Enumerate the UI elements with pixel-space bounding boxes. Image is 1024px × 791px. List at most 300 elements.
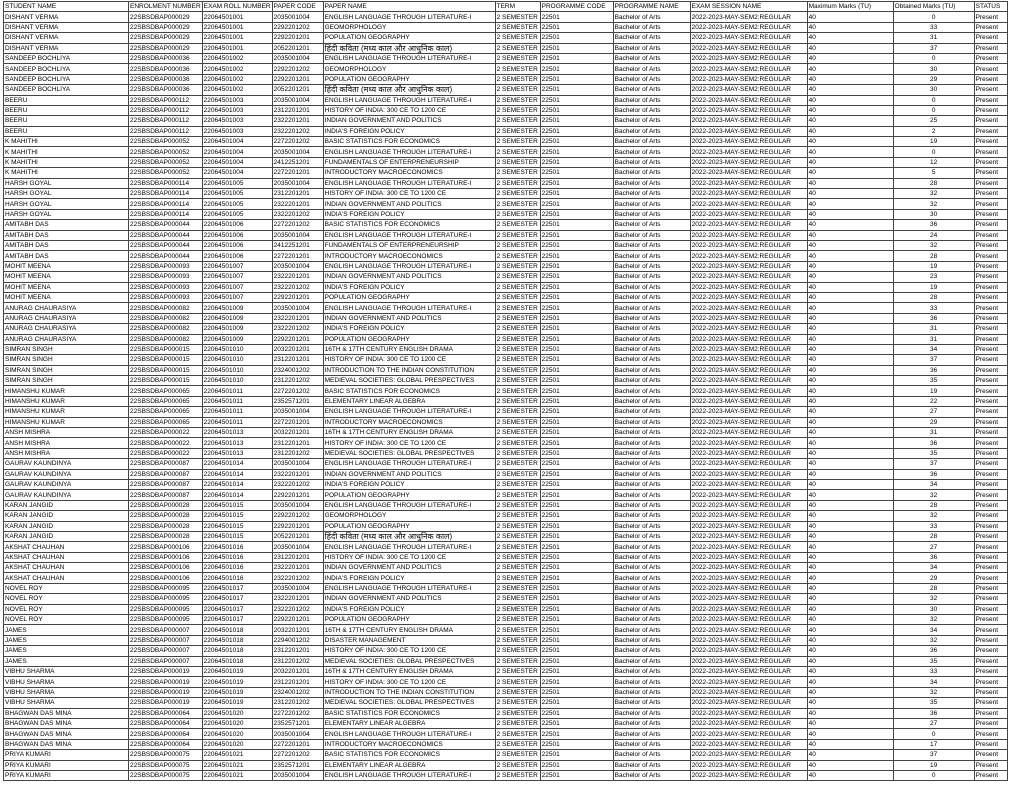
cell-enrolment-number: 22SBSDBAP000106 [129, 542, 203, 552]
cell-programme-name: Bachelor of Arts [613, 74, 690, 84]
cell-obtained-marks: 0 [893, 53, 974, 63]
cell-exam-roll-number: 22064501016 [202, 563, 272, 573]
cell-paper-name: GEOMORPHOLOGY [323, 511, 495, 521]
cell-programme-name: Bachelor of Arts [613, 511, 690, 521]
table-row [4, 22, 1008, 32]
table-row [4, 552, 1008, 562]
cell-exam-session-name: 2022-2023-MAY-SEM2:REGULAR [690, 698, 807, 708]
cell-status: Present [974, 698, 1007, 708]
cell-student-name: BEERU [4, 126, 129, 136]
cell-status: Present [974, 292, 1007, 302]
cell-obtained-marks: 30 [893, 209, 974, 219]
cell-exam-session-name: 2022-2023-MAY-SEM2:REGULAR [690, 209, 807, 219]
cell-programme-name: Bachelor of Arts [613, 448, 690, 458]
cell-enrolment-number: 22SBSDBAP000093 [129, 272, 203, 282]
cell-maximum-marks: 40 [807, 199, 893, 209]
cell-student-name: MOHIT MEENA [4, 282, 129, 292]
cell-enrolment-number: 22SBSDBAP000095 [129, 583, 203, 593]
cell-exam-session-name: 2022-2023-MAY-SEM2:REGULAR [690, 604, 807, 614]
cell-paper-name: ELEMENTARY LINEAR ALGEBRA [323, 718, 495, 728]
cell-maximum-marks: 40 [807, 573, 893, 583]
cell-obtained-marks: 35 [893, 656, 974, 666]
cell-exam-session-name: 2022-2023-MAY-SEM2:REGULAR [690, 625, 807, 635]
cell-student-name: SANDEEP BOCHLIYA [4, 85, 129, 95]
cell-term: 2 SEMESTER [495, 376, 540, 386]
cell-programme-name: Bachelor of Arts [613, 573, 690, 583]
cell-programme-code: 22501 [540, 615, 613, 625]
cell-paper-code: 2312201201 [272, 105, 323, 115]
cell-maximum-marks: 40 [807, 324, 893, 334]
cell-enrolment-number: 22SBSDBAP000075 [129, 770, 203, 780]
cell-term: 2 SEMESTER [495, 365, 540, 375]
cell-enrolment-number: 22SBSDBAP000065 [129, 386, 203, 396]
cell-programme-code: 22501 [540, 209, 613, 219]
cell-maximum-marks: 40 [807, 22, 893, 32]
cell-exam-session-name: 2022-2023-MAY-SEM2:REGULAR [690, 573, 807, 583]
cell-maximum-marks: 40 [807, 583, 893, 593]
cell-term: 2 SEMESTER [495, 760, 540, 770]
cell-term: 2 SEMESTER [495, 687, 540, 697]
cell-obtained-marks: 19 [893, 760, 974, 770]
cell-paper-code: 2322201201 [272, 563, 323, 573]
cell-term: 2 SEMESTER [495, 750, 540, 760]
cell-exam-session-name: 2022-2023-MAY-SEM2:REGULAR [690, 428, 807, 438]
cell-exam-roll-number: 22064501014 [202, 490, 272, 500]
cell-programme-code: 22501 [540, 656, 613, 666]
cell-enrolment-number: 22SBSDBAP000114 [129, 209, 203, 219]
cell-status: Present [974, 469, 1007, 479]
cell-maximum-marks: 40 [807, 282, 893, 292]
cell-paper-name: INTRODUCTORY MACROECONOMICS [323, 739, 495, 749]
cell-programme-name: Bachelor of Arts [613, 64, 690, 74]
cell-term: 2 SEMESTER [495, 428, 540, 438]
cell-enrolment-number: 22SBSDBAP000065 [129, 407, 203, 417]
cell-student-name: HIMANSHU KUMAR [4, 396, 129, 406]
cell-term: 2 SEMESTER [495, 594, 540, 604]
cell-term: 2 SEMESTER [495, 95, 540, 105]
cell-student-name: HARSH GOYAL [4, 178, 129, 188]
cell-status: Present [974, 604, 1007, 614]
cell-exam-roll-number: 22064501015 [202, 511, 272, 521]
cell-exam-roll-number: 22064501011 [202, 417, 272, 427]
cell-paper-code: 2035001004 [272, 407, 323, 417]
cell-programme-name: Bachelor of Arts [613, 521, 690, 531]
cell-exam-roll-number: 22064501020 [202, 708, 272, 718]
cell-enrolment-number: 22SBSDBAP000075 [129, 750, 203, 760]
cell-maximum-marks: 40 [807, 770, 893, 780]
cell-student-name: KARAN JANGID [4, 500, 129, 510]
header-student-name: STUDENT NAME [4, 2, 129, 12]
cell-programme-code: 22501 [540, 344, 613, 354]
cell-term: 2 SEMESTER [495, 137, 540, 147]
cell-term: 2 SEMESTER [495, 324, 540, 334]
cell-paper-code: 2272201202 [272, 708, 323, 718]
cell-obtained-marks: 30 [893, 64, 974, 74]
cell-status: Present [974, 594, 1007, 604]
cell-exam-session-name: 2022-2023-MAY-SEM2:REGULAR [690, 365, 807, 375]
cell-exam-session-name: 2022-2023-MAY-SEM2:REGULAR [690, 646, 807, 656]
cell-maximum-marks: 40 [807, 251, 893, 261]
cell-term: 2 SEMESTER [495, 240, 540, 250]
cell-enrolment-number: 22SBSDBAP000065 [129, 396, 203, 406]
cell-programme-code: 22501 [540, 698, 613, 708]
cell-exam-roll-number: 22064501001 [202, 12, 272, 22]
cell-student-name: MOHIT MEENA [4, 272, 129, 282]
cell-obtained-marks: 33 [893, 521, 974, 531]
cell-term: 2 SEMESTER [495, 355, 540, 365]
cell-programme-code: 22501 [540, 386, 613, 396]
cell-programme-code: 22501 [540, 95, 613, 105]
cell-exam-roll-number: 22064501002 [202, 74, 272, 84]
table-row [4, 604, 1008, 614]
cell-exam-roll-number: 22064501013 [202, 428, 272, 438]
cell-obtained-marks: 0 [893, 770, 974, 780]
cell-term: 2 SEMESTER [495, 199, 540, 209]
cell-paper-name: MEDIEVAL SOCIETIES: GLOBAL PRESPECTIVES [323, 698, 495, 708]
cell-exam-roll-number: 22064501005 [202, 189, 272, 199]
cell-paper-code: 2035001004 [272, 53, 323, 63]
cell-exam-session-name: 2022-2023-MAY-SEM2:REGULAR [690, 521, 807, 531]
cell-enrolment-number: 22SBSDBAP000112 [129, 126, 203, 136]
cell-maximum-marks: 40 [807, 95, 893, 105]
cell-programme-name: Bachelor of Arts [613, 376, 690, 386]
table-row [4, 126, 1008, 136]
cell-maximum-marks: 40 [807, 209, 893, 219]
cell-enrolment-number: 22SBSDBAP000015 [129, 344, 203, 354]
cell-obtained-marks: 35 [893, 376, 974, 386]
cell-enrolment-number: 22SBSDBAP000095 [129, 615, 203, 625]
cell-exam-session-name: 2022-2023-MAY-SEM2:REGULAR [690, 396, 807, 406]
cell-programme-code: 22501 [540, 189, 613, 199]
cell-exam-session-name: 2022-2023-MAY-SEM2:REGULAR [690, 116, 807, 126]
cell-maximum-marks: 40 [807, 625, 893, 635]
cell-programme-code: 22501 [540, 147, 613, 157]
cell-student-name: VIBHU SHARMA [4, 677, 129, 687]
cell-term: 2 SEMESTER [495, 718, 540, 728]
cell-student-name: SIMRAN SINGH [4, 344, 129, 354]
cell-programme-name: Bachelor of Arts [613, 199, 690, 209]
cell-term: 2 SEMESTER [495, 407, 540, 417]
cell-paper-name: INDIAN GOVERNMENT AND POLITICS [323, 594, 495, 604]
table-row [4, 594, 1008, 604]
cell-status: Present [974, 667, 1007, 677]
cell-exam-session-name: 2022-2023-MAY-SEM2:REGULAR [690, 386, 807, 396]
cell-exam-session-name: 2022-2023-MAY-SEM2:REGULAR [690, 635, 807, 645]
cell-programme-code: 22501 [540, 490, 613, 500]
cell-student-name: K MAHITHI [4, 168, 129, 178]
cell-enrolment-number: 22SBSDBAP000028 [129, 511, 203, 521]
cell-obtained-marks: 0 [893, 95, 974, 105]
cell-programme-code: 22501 [540, 739, 613, 749]
cell-maximum-marks: 40 [807, 261, 893, 271]
cell-student-name: ANURAG CHAURASIYA [4, 313, 129, 323]
cell-obtained-marks: 5 [893, 168, 974, 178]
cell-term: 2 SEMESTER [495, 521, 540, 531]
cell-status: Present [974, 407, 1007, 417]
cell-paper-name: HISTORY OF INDIA: 300 CE TO 1200 CE [323, 677, 495, 687]
cell-status: Present [974, 428, 1007, 438]
cell-term: 2 SEMESTER [495, 168, 540, 178]
table-row [4, 469, 1008, 479]
cell-enrolment-number: 22SBSDBAP000019 [129, 677, 203, 687]
cell-paper-code: 2272201201 [272, 739, 323, 749]
cell-enrolment-number: 22SBSDBAP000044 [129, 251, 203, 261]
cell-paper-name: GEOMORPHOLOGY [323, 64, 495, 74]
cell-term: 2 SEMESTER [495, 53, 540, 63]
cell-paper-code: 2035001004 [272, 729, 323, 739]
cell-paper-code: 2035001004 [272, 178, 323, 188]
cell-paper-code: 2035001004 [272, 147, 323, 157]
cell-enrolment-number: 22SBSDBAP000022 [129, 438, 203, 448]
cell-programme-name: Bachelor of Arts [613, 313, 690, 323]
cell-programme-code: 22501 [540, 750, 613, 760]
cell-status: Present [974, 261, 1007, 271]
cell-exam-session-name: 2022-2023-MAY-SEM2:REGULAR [690, 594, 807, 604]
cell-programme-name: Bachelor of Arts [613, 667, 690, 677]
cell-enrolment-number: 22SBSDBAP000052 [129, 168, 203, 178]
cell-enrolment-number: 22SBSDBAP000036 [129, 64, 203, 74]
cell-programme-code: 22501 [540, 428, 613, 438]
cell-exam-roll-number: 22064501007 [202, 272, 272, 282]
cell-paper-code: 2324001202 [272, 365, 323, 375]
cell-paper-code: 2052201201 [272, 531, 323, 541]
cell-term: 2 SEMESTER [495, 220, 540, 230]
cell-programme-code: 22501 [540, 511, 613, 521]
cell-programme-code: 22501 [540, 272, 613, 282]
cell-programme-code: 22501 [540, 677, 613, 687]
cell-student-name: SANDEEP BOCHLIYA [4, 64, 129, 74]
cell-exam-roll-number: 22064501011 [202, 407, 272, 417]
table-row [4, 739, 1008, 749]
cell-enrolment-number: 22SBSDBAP000052 [129, 157, 203, 167]
cell-programme-name: Bachelor of Arts [613, 635, 690, 645]
cell-maximum-marks: 40 [807, 656, 893, 666]
cell-status: Present [974, 33, 1007, 43]
table-row [4, 479, 1008, 489]
cell-status: Present [974, 635, 1007, 645]
cell-status: Present [974, 386, 1007, 396]
table-row [4, 687, 1008, 697]
cell-paper-code: 2032201201 [272, 344, 323, 354]
cell-exam-session-name: 2022-2023-MAY-SEM2:REGULAR [690, 251, 807, 261]
cell-status: Present [974, 22, 1007, 32]
cell-obtained-marks: 36 [893, 220, 974, 230]
cell-student-name: AKSHAT CHAUHAN [4, 542, 129, 552]
cell-student-name: NOVEL ROY [4, 583, 129, 593]
cell-status: Present [974, 230, 1007, 240]
cell-paper-code: 2312201201 [272, 438, 323, 448]
cell-paper-name: HISTORY OF INDIA: 300 CE TO 1200 CE [323, 355, 495, 365]
cell-maximum-marks: 40 [807, 396, 893, 406]
cell-exam-roll-number: 22064501005 [202, 199, 272, 209]
cell-exam-roll-number: 22064501004 [202, 168, 272, 178]
cell-paper-name: INDIA'S FOREIGN POLICY [323, 324, 495, 334]
cell-obtained-marks: 37 [893, 43, 974, 53]
cell-exam-roll-number: 22064501006 [202, 220, 272, 230]
table-row [4, 261, 1008, 271]
cell-maximum-marks: 40 [807, 542, 893, 552]
cell-programme-name: Bachelor of Arts [613, 189, 690, 199]
cell-paper-name: POPULATION GEOGRAPHY [323, 33, 495, 43]
cell-student-name: ANSH MISHRA [4, 448, 129, 458]
cell-exam-roll-number: 22064501011 [202, 396, 272, 406]
cell-paper-name: ELEMENTARY LINEAR ALGEBRA [323, 396, 495, 406]
cell-obtained-marks: 34 [893, 625, 974, 635]
cell-enrolment-number: 22SBSDBAP000052 [129, 137, 203, 147]
cell-paper-name: HISTORY OF INDIA: 300 CE TO 1200 CE [323, 105, 495, 115]
cell-maximum-marks: 40 [807, 469, 893, 479]
cell-term: 2 SEMESTER [495, 272, 540, 282]
cell-exam-roll-number: 22064501018 [202, 656, 272, 666]
cell-status: Present [974, 479, 1007, 489]
cell-paper-name: MEDIEVAL SOCIETIES: GLOBAL PRESPECTIVES [323, 448, 495, 458]
cell-obtained-marks: 29 [893, 573, 974, 583]
cell-exam-roll-number: 22064501004 [202, 157, 272, 167]
cell-programme-code: 22501 [540, 303, 613, 313]
cell-paper-code: 2412251201 [272, 240, 323, 250]
cell-student-name: AKSHAT CHAUHAN [4, 563, 129, 573]
table-row [4, 147, 1008, 157]
cell-paper-name: HISTORY OF INDIA: 300 CE TO 1200 CE [323, 189, 495, 199]
cell-term: 2 SEMESTER [495, 552, 540, 562]
cell-exam-session-name: 2022-2023-MAY-SEM2:REGULAR [690, 459, 807, 469]
cell-paper-name: POPULATION GEOGRAPHY [323, 521, 495, 531]
cell-student-name: VIBHU SHARMA [4, 698, 129, 708]
cell-status: Present [974, 770, 1007, 780]
cell-paper-name: ENGLISH LANGUAGE THROUGH LITERATURE-I [323, 95, 495, 105]
cell-term: 2 SEMESTER [495, 417, 540, 427]
cell-enrolment-number: 22SBSDBAP000029 [129, 43, 203, 53]
cell-student-name: ANURAG CHAURASIYA [4, 324, 129, 334]
cell-programme-code: 22501 [540, 417, 613, 427]
cell-exam-session-name: 2022-2023-MAY-SEM2:REGULAR [690, 417, 807, 427]
table-row [4, 230, 1008, 240]
cell-exam-session-name: 2022-2023-MAY-SEM2:REGULAR [690, 85, 807, 95]
cell-paper-code: 2322201201 [272, 313, 323, 323]
cell-obtained-marks: 27 [893, 718, 974, 728]
cell-paper-name: INDIAN GOVERNMENT AND POLITICS [323, 116, 495, 126]
cell-term: 2 SEMESTER [495, 261, 540, 271]
cell-student-name: AMITABH DAS [4, 230, 129, 240]
cell-status: Present [974, 708, 1007, 718]
cell-programme-code: 22501 [540, 531, 613, 541]
cell-student-name: PRIYA KUMARI [4, 760, 129, 770]
cell-status: Present [974, 74, 1007, 84]
cell-paper-name: INDIAN GOVERNMENT AND POLITICS [323, 563, 495, 573]
cell-programme-code: 22501 [540, 355, 613, 365]
cell-programme-name: Bachelor of Arts [613, 33, 690, 43]
cell-exam-session-name: 2022-2023-MAY-SEM2:REGULAR [690, 147, 807, 157]
cell-exam-roll-number: 22064501009 [202, 334, 272, 344]
cell-maximum-marks: 40 [807, 137, 893, 147]
cell-exam-roll-number: 22064501003 [202, 116, 272, 126]
table-row [4, 531, 1008, 541]
cell-term: 2 SEMESTER [495, 22, 540, 32]
cell-programme-name: Bachelor of Arts [613, 157, 690, 167]
cell-maximum-marks: 40 [807, 552, 893, 562]
cell-programme-name: Bachelor of Arts [613, 147, 690, 157]
cell-exam-session-name: 2022-2023-MAY-SEM2:REGULAR [690, 220, 807, 230]
cell-exam-session-name: 2022-2023-MAY-SEM2:REGULAR [690, 344, 807, 354]
cell-enrolment-number: 22SBSDBAP000106 [129, 563, 203, 573]
table-row [4, 376, 1008, 386]
cell-paper-name: हिंदी कविता (मध्य काल और आधुनिक काल) [323, 531, 495, 541]
cell-paper-code: 2272201202 [272, 386, 323, 396]
cell-programme-code: 22501 [540, 168, 613, 178]
cell-paper-name: POPULATION GEOGRAPHY [323, 334, 495, 344]
table-row [4, 386, 1008, 396]
cell-exam-session-name: 2022-2023-MAY-SEM2:REGULAR [690, 552, 807, 562]
cell-status: Present [974, 687, 1007, 697]
cell-programme-name: Bachelor of Arts [613, 334, 690, 344]
cell-exam-session-name: 2022-2023-MAY-SEM2:REGULAR [690, 407, 807, 417]
cell-exam-roll-number: 22064501011 [202, 386, 272, 396]
cell-programme-code: 22501 [540, 646, 613, 656]
cell-maximum-marks: 40 [807, 729, 893, 739]
cell-enrolment-number: 22SBSDBAP000029 [129, 12, 203, 22]
cell-exam-roll-number: 22064501016 [202, 542, 272, 552]
cell-exam-roll-number: 22064501004 [202, 147, 272, 157]
cell-maximum-marks: 40 [807, 303, 893, 313]
cell-paper-name: ENGLISH LANGUAGE THROUGH LITERATURE-I [323, 770, 495, 780]
cell-programme-code: 22501 [540, 500, 613, 510]
cell-obtained-marks: 34 [893, 479, 974, 489]
cell-obtained-marks: 17 [893, 739, 974, 749]
cell-status: Present [974, 209, 1007, 219]
table-row [4, 282, 1008, 292]
table-row [4, 157, 1008, 167]
cell-obtained-marks: 25 [893, 116, 974, 126]
cell-paper-name: BASIC STATISTICS FOR ECONOMICS [323, 750, 495, 760]
cell-paper-name: FUNDAMENTALS OF ENTERPRENEURSHIP [323, 240, 495, 250]
cell-student-name: HARSH GOYAL [4, 199, 129, 209]
cell-paper-code: 2322201202 [272, 573, 323, 583]
cell-programme-name: Bachelor of Arts [613, 53, 690, 63]
cell-maximum-marks: 40 [807, 334, 893, 344]
cell-exam-roll-number: 22064501009 [202, 324, 272, 334]
cell-term: 2 SEMESTER [495, 511, 540, 521]
cell-enrolment-number: 22SBSDBAP000028 [129, 531, 203, 541]
cell-student-name: HARSH GOYAL [4, 209, 129, 219]
table-row [4, 355, 1008, 365]
table-row [4, 251, 1008, 261]
table-row [4, 85, 1008, 95]
cell-programme-name: Bachelor of Arts [613, 615, 690, 625]
cell-term: 2 SEMESTER [495, 43, 540, 53]
cell-term: 2 SEMESTER [495, 12, 540, 22]
cell-student-name: GAURAV KAUNDINYA [4, 490, 129, 500]
cell-paper-code: 2035001004 [272, 95, 323, 105]
cell-programme-name: Bachelor of Arts [613, 698, 690, 708]
cell-enrolment-number: 22SBSDBAP000082 [129, 324, 203, 334]
table-row [4, 646, 1008, 656]
cell-student-name: HIMANSHU KUMAR [4, 407, 129, 417]
cell-obtained-marks: 0 [893, 147, 974, 157]
cell-exam-roll-number: 22064501015 [202, 531, 272, 541]
cell-paper-name: BASIC STATISTICS FOR ECONOMICS [323, 220, 495, 230]
cell-term: 2 SEMESTER [495, 459, 540, 469]
table-row [4, 428, 1008, 438]
cell-programme-code: 22501 [540, 365, 613, 375]
cell-obtained-marks: 12 [893, 157, 974, 167]
cell-exam-roll-number: 22064501009 [202, 313, 272, 323]
cell-enrolment-number: 22SBSDBAP000075 [129, 760, 203, 770]
cell-paper-code: 2322201201 [272, 594, 323, 604]
cell-obtained-marks: 31 [893, 428, 974, 438]
cell-paper-code: 2052201201 [272, 85, 323, 95]
table-row [4, 563, 1008, 573]
cell-programme-code: 22501 [540, 635, 613, 645]
